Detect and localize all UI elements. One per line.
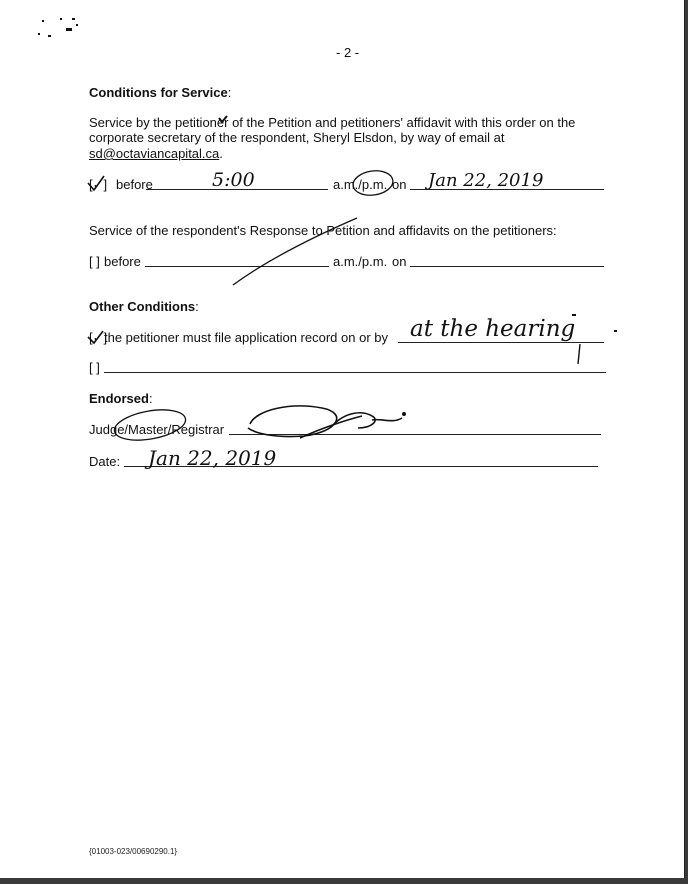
row1-date-handwritten: Jan 22, 2019 [428, 170, 544, 191]
other-heading-row [89, 299, 199, 314]
response-text: Service of the respondent's Response to Petition and affidavits on the petitioners: [89, 223, 557, 238]
email-period: . [219, 146, 223, 161]
other-row2-checkbox[interactable]: [ ] [89, 360, 100, 375]
row2-ampm-label: a.m./p.m. [333, 254, 388, 269]
other-row1-line [398, 342, 604, 343]
service-text-line2: corporate secretary of the respondent, Sheryl Elsdon, by way of email at [89, 130, 505, 145]
row2-time-line [145, 266, 329, 267]
scan-speck-marks [38, 18, 78, 37]
service-text-line1: Service by the petitioner of the Petition and petitioners' affidavit with this order on the [89, 115, 576, 130]
endorsed-date-handwritten: Jan 22, 2019 [148, 446, 277, 470]
date-label: Date: [89, 454, 121, 469]
service-email-link[interactable]: sd@octaviancapital.ca [89, 146, 220, 161]
conditions-heading: Conditions for Service [89, 85, 228, 100]
row2-date-line [410, 266, 604, 267]
footer-reference: {01003-023/00690290.1} [89, 847, 178, 856]
row2-before-label: before [104, 254, 141, 269]
hearing-tail-stroke [578, 344, 580, 364]
row1-ampm-label: a.m./p.m. [333, 177, 388, 192]
endorsed-heading-row [89, 391, 153, 406]
conditions-heading-colon: : [227, 85, 232, 100]
row1-checkbox[interactable]: [✓] [89, 177, 108, 192]
row1-before-label: before [116, 177, 153, 192]
endorsed-heading-colon: : [148, 391, 153, 406]
other-row1-checkbox[interactable]: [✓] [89, 330, 108, 345]
other-heading-colon: : [195, 299, 199, 314]
row1-time-handwritten: 5:00 [212, 169, 255, 191]
page-number: - 2 - [336, 45, 360, 60]
conditions-heading-row [89, 85, 231, 100]
other-row1-handwritten: at the hearing [410, 316, 576, 342]
row1-on-label: on [392, 177, 407, 192]
other-row1-text: the petitioner must file application record on or by [104, 330, 388, 345]
service-email-row [89, 146, 223, 161]
judge-label: Judge/Master/Registrar [89, 422, 225, 437]
row2-on-label: on [392, 254, 407, 269]
row2-checkbox[interactable]: [ ] [89, 254, 100, 269]
signature-line [229, 434, 601, 435]
other-heading: Other Conditions [89, 299, 196, 314]
endorsed-heading: Endorsed [89, 391, 149, 406]
other-row2-line [104, 372, 606, 373]
